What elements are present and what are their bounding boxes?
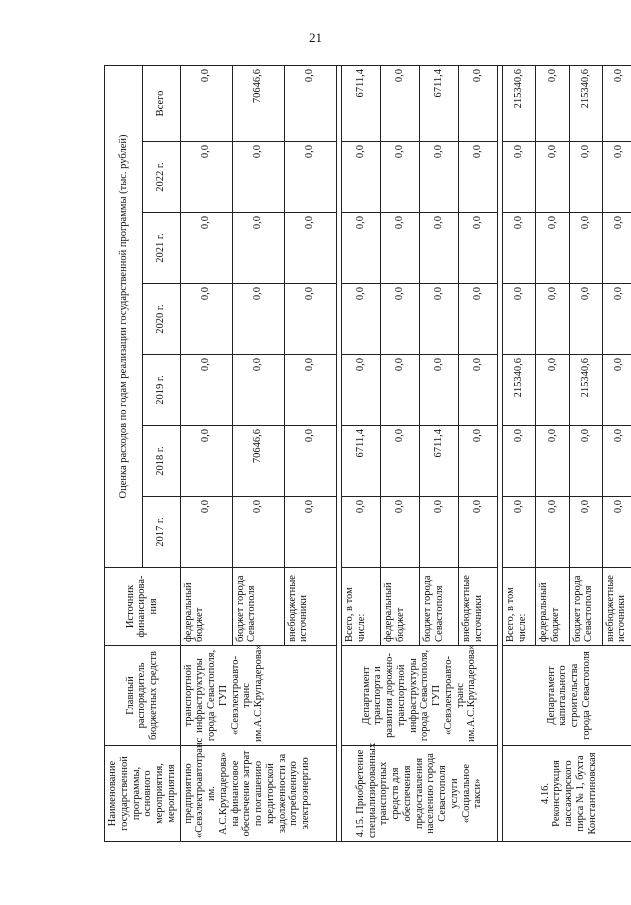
year-value-cell: 0,0 <box>232 213 284 284</box>
header-year: 2019 г. <box>142 355 180 426</box>
header-year: 2021 г. <box>142 213 180 284</box>
total-cell: 0,0 <box>380 65 419 141</box>
year-value-cell: 0,0 <box>180 213 232 284</box>
year-value-cell: 0,0 <box>380 213 419 284</box>
header-name: Наименование государственной программы, основного мероприятия, мероприятия <box>105 746 181 842</box>
table-row <box>341 65 380 841</box>
total-cell: 0,0 <box>284 65 336 141</box>
funding-source: внебюджетные источники <box>459 568 498 646</box>
year-value-cell: 0,0 <box>602 426 631 497</box>
year-value-cell: 0,0 <box>380 284 419 355</box>
year-value-cell: 0,0 <box>569 426 602 497</box>
rotated-table-container <box>104 66 628 842</box>
total-cell: 0,0 <box>536 65 569 141</box>
year-value-cell: 0,0 <box>180 284 232 355</box>
year-value-cell: 0,0 <box>180 497 232 568</box>
year-value-cell: 0,0 <box>284 426 336 497</box>
year-value-cell: 0,0 <box>569 497 602 568</box>
funding-source: бюджет города Севастополя <box>232 568 284 646</box>
year-value-cell: 215340,6 <box>503 355 536 426</box>
year-value-cell: 0,0 <box>602 284 631 355</box>
year-value-cell: 0,0 <box>284 497 336 568</box>
year-value-cell: 6711,4 <box>419 426 458 497</box>
header-total: Всего <box>142 65 180 141</box>
year-value-cell: 6711,4 <box>341 426 380 497</box>
year-value-cell: 0,0 <box>503 284 536 355</box>
year-value-cell: 0,0 <box>503 497 536 568</box>
expenditure-table <box>104 65 631 842</box>
year-value-cell: 0,0 <box>503 426 536 497</box>
year-value-cell: 0,0 <box>380 426 419 497</box>
year-value-cell: 0,0 <box>341 213 380 284</box>
year-value-cell: 0,0 <box>459 497 498 568</box>
year-value-cell: 0,0 <box>602 213 631 284</box>
header-year: 2020 г. <box>142 284 180 355</box>
total-cell: 215340,6 <box>569 65 602 141</box>
year-value-cell: 215340,6 <box>569 355 602 426</box>
funding-source: федеральный бюджет <box>180 568 232 646</box>
year-value-cell: 0,0 <box>602 497 631 568</box>
year-value-cell: 0,0 <box>380 497 419 568</box>
funding-source: Всего, в том числе: <box>503 568 536 646</box>
total-cell: 70646,6 <box>232 65 284 141</box>
funding-source: внебюджетные источники <box>602 568 631 646</box>
total-cell: 0,0 <box>602 65 631 141</box>
year-value-cell: 0,0 <box>380 355 419 426</box>
year-value-cell: 0,0 <box>569 284 602 355</box>
total-cell: 0,0 <box>459 65 498 141</box>
distributor-name: Департамент транспорта и развития дорожно-транспортной инфраструктуры города Севастополя, ГУП «Севэлектроавто-транс им.А.С.Крупадерова» <box>341 646 497 746</box>
year-value-cell: 0,0 <box>284 213 336 284</box>
year-value-cell: 0,0 <box>232 142 284 213</box>
year-value-cell: 0,0 <box>536 497 569 568</box>
header-distributor: Главный распорядитель бюджетных средств <box>105 646 181 746</box>
year-value-cell: 0,0 <box>341 142 380 213</box>
table-body <box>180 65 631 841</box>
total-cell: 215340,6 <box>503 65 536 141</box>
distributor-name: Департамент капитального строительства города Севастополя <box>503 646 631 746</box>
year-value-cell: 0,0 <box>232 355 284 426</box>
year-value-cell: 0,0 <box>459 426 498 497</box>
year-value-cell: 0,0 <box>341 284 380 355</box>
year-value-cell: 0,0 <box>180 142 232 213</box>
year-value-cell: 0,0 <box>180 426 232 497</box>
year-value-cell: 0,0 <box>284 284 336 355</box>
year-value-cell: 0,0 <box>232 497 284 568</box>
year-value-cell: 0,0 <box>536 213 569 284</box>
distributor-name: транспортной инфраструктуры города Севастополя, ГУП «Севэлектроавто-транс им.А.С.Крупадерова» <box>180 646 336 746</box>
measure-name: 4.16. Реконструкция пассажирского пирса № 1, бухта Константиновская <box>503 746 631 842</box>
year-value-cell: 0,0 <box>536 142 569 213</box>
total-cell: 6711,4 <box>341 65 380 141</box>
page-number: 21 <box>309 30 322 45</box>
year-value-cell: 0,0 <box>341 497 380 568</box>
year-value-cell: 0,0 <box>232 284 284 355</box>
year-value-cell: 0,0 <box>503 142 536 213</box>
measure-name: предприятию «Севэлектроавтотранс им. А.С.Крупадерова» на финансовое обеспечение затрат по погашению кредиторской задолженности за потребленную электроэнергию <box>180 746 336 842</box>
year-value-cell: 0,0 <box>602 355 631 426</box>
year-value-cell: 0,0 <box>459 355 498 426</box>
funding-source: Всего, в том числе: <box>341 568 380 646</box>
year-value-cell: 0,0 <box>459 213 498 284</box>
funding-source: внебюджетные источники <box>284 568 336 646</box>
header-source: Источник финансирова-ния <box>105 568 181 646</box>
year-value-cell: 0,0 <box>459 284 498 355</box>
year-value-cell: 0,0 <box>569 142 602 213</box>
year-value-cell: 0,0 <box>419 213 458 284</box>
year-value-cell: 0,0 <box>419 355 458 426</box>
year-value-cell: 0,0 <box>419 142 458 213</box>
year-value-cell: 0,0 <box>341 355 380 426</box>
year-value-cell: 70646,6 <box>232 426 284 497</box>
year-value-cell: 0,0 <box>503 213 536 284</box>
header-estimate: Оценка расходов по годам реализации государственной программы (тыс. рублей) <box>105 65 143 567</box>
funding-source: бюджет города Севастополя <box>569 568 602 646</box>
header-year: 2022 г. <box>142 142 180 213</box>
measure-name: 4.15. Приобретение специализированных транспортных средств для обеспечения предоставления населению города Севастополя услуги «Социальное такси» <box>341 746 497 842</box>
funding-source: бюджет города Севастополя <box>419 568 458 646</box>
year-value-cell: 0,0 <box>380 142 419 213</box>
total-cell: 6711,4 <box>419 65 458 141</box>
year-value-cell: 0,0 <box>180 355 232 426</box>
year-value-cell: 0,0 <box>419 284 458 355</box>
year-value-cell: 0,0 <box>602 142 631 213</box>
total-cell: 0,0 <box>180 65 232 141</box>
year-value-cell: 0,0 <box>419 497 458 568</box>
header-year: 2018 г. <box>142 426 180 497</box>
year-value-cell: 0,0 <box>459 142 498 213</box>
year-value-cell: 0,0 <box>569 213 602 284</box>
table-row <box>503 65 536 841</box>
header-row-top <box>105 65 143 841</box>
year-value-cell: 0,0 <box>536 426 569 497</box>
funding-source: федеральный бюджет <box>536 568 569 646</box>
year-value-cell: 0,0 <box>536 355 569 426</box>
year-value-cell: 0,0 <box>536 284 569 355</box>
year-value-cell: 0,0 <box>284 355 336 426</box>
funding-source: федеральный бюджет <box>380 568 419 646</box>
header-year: 2017 г. <box>142 497 180 568</box>
table-row <box>180 65 232 841</box>
year-value-cell: 0,0 <box>284 142 336 213</box>
